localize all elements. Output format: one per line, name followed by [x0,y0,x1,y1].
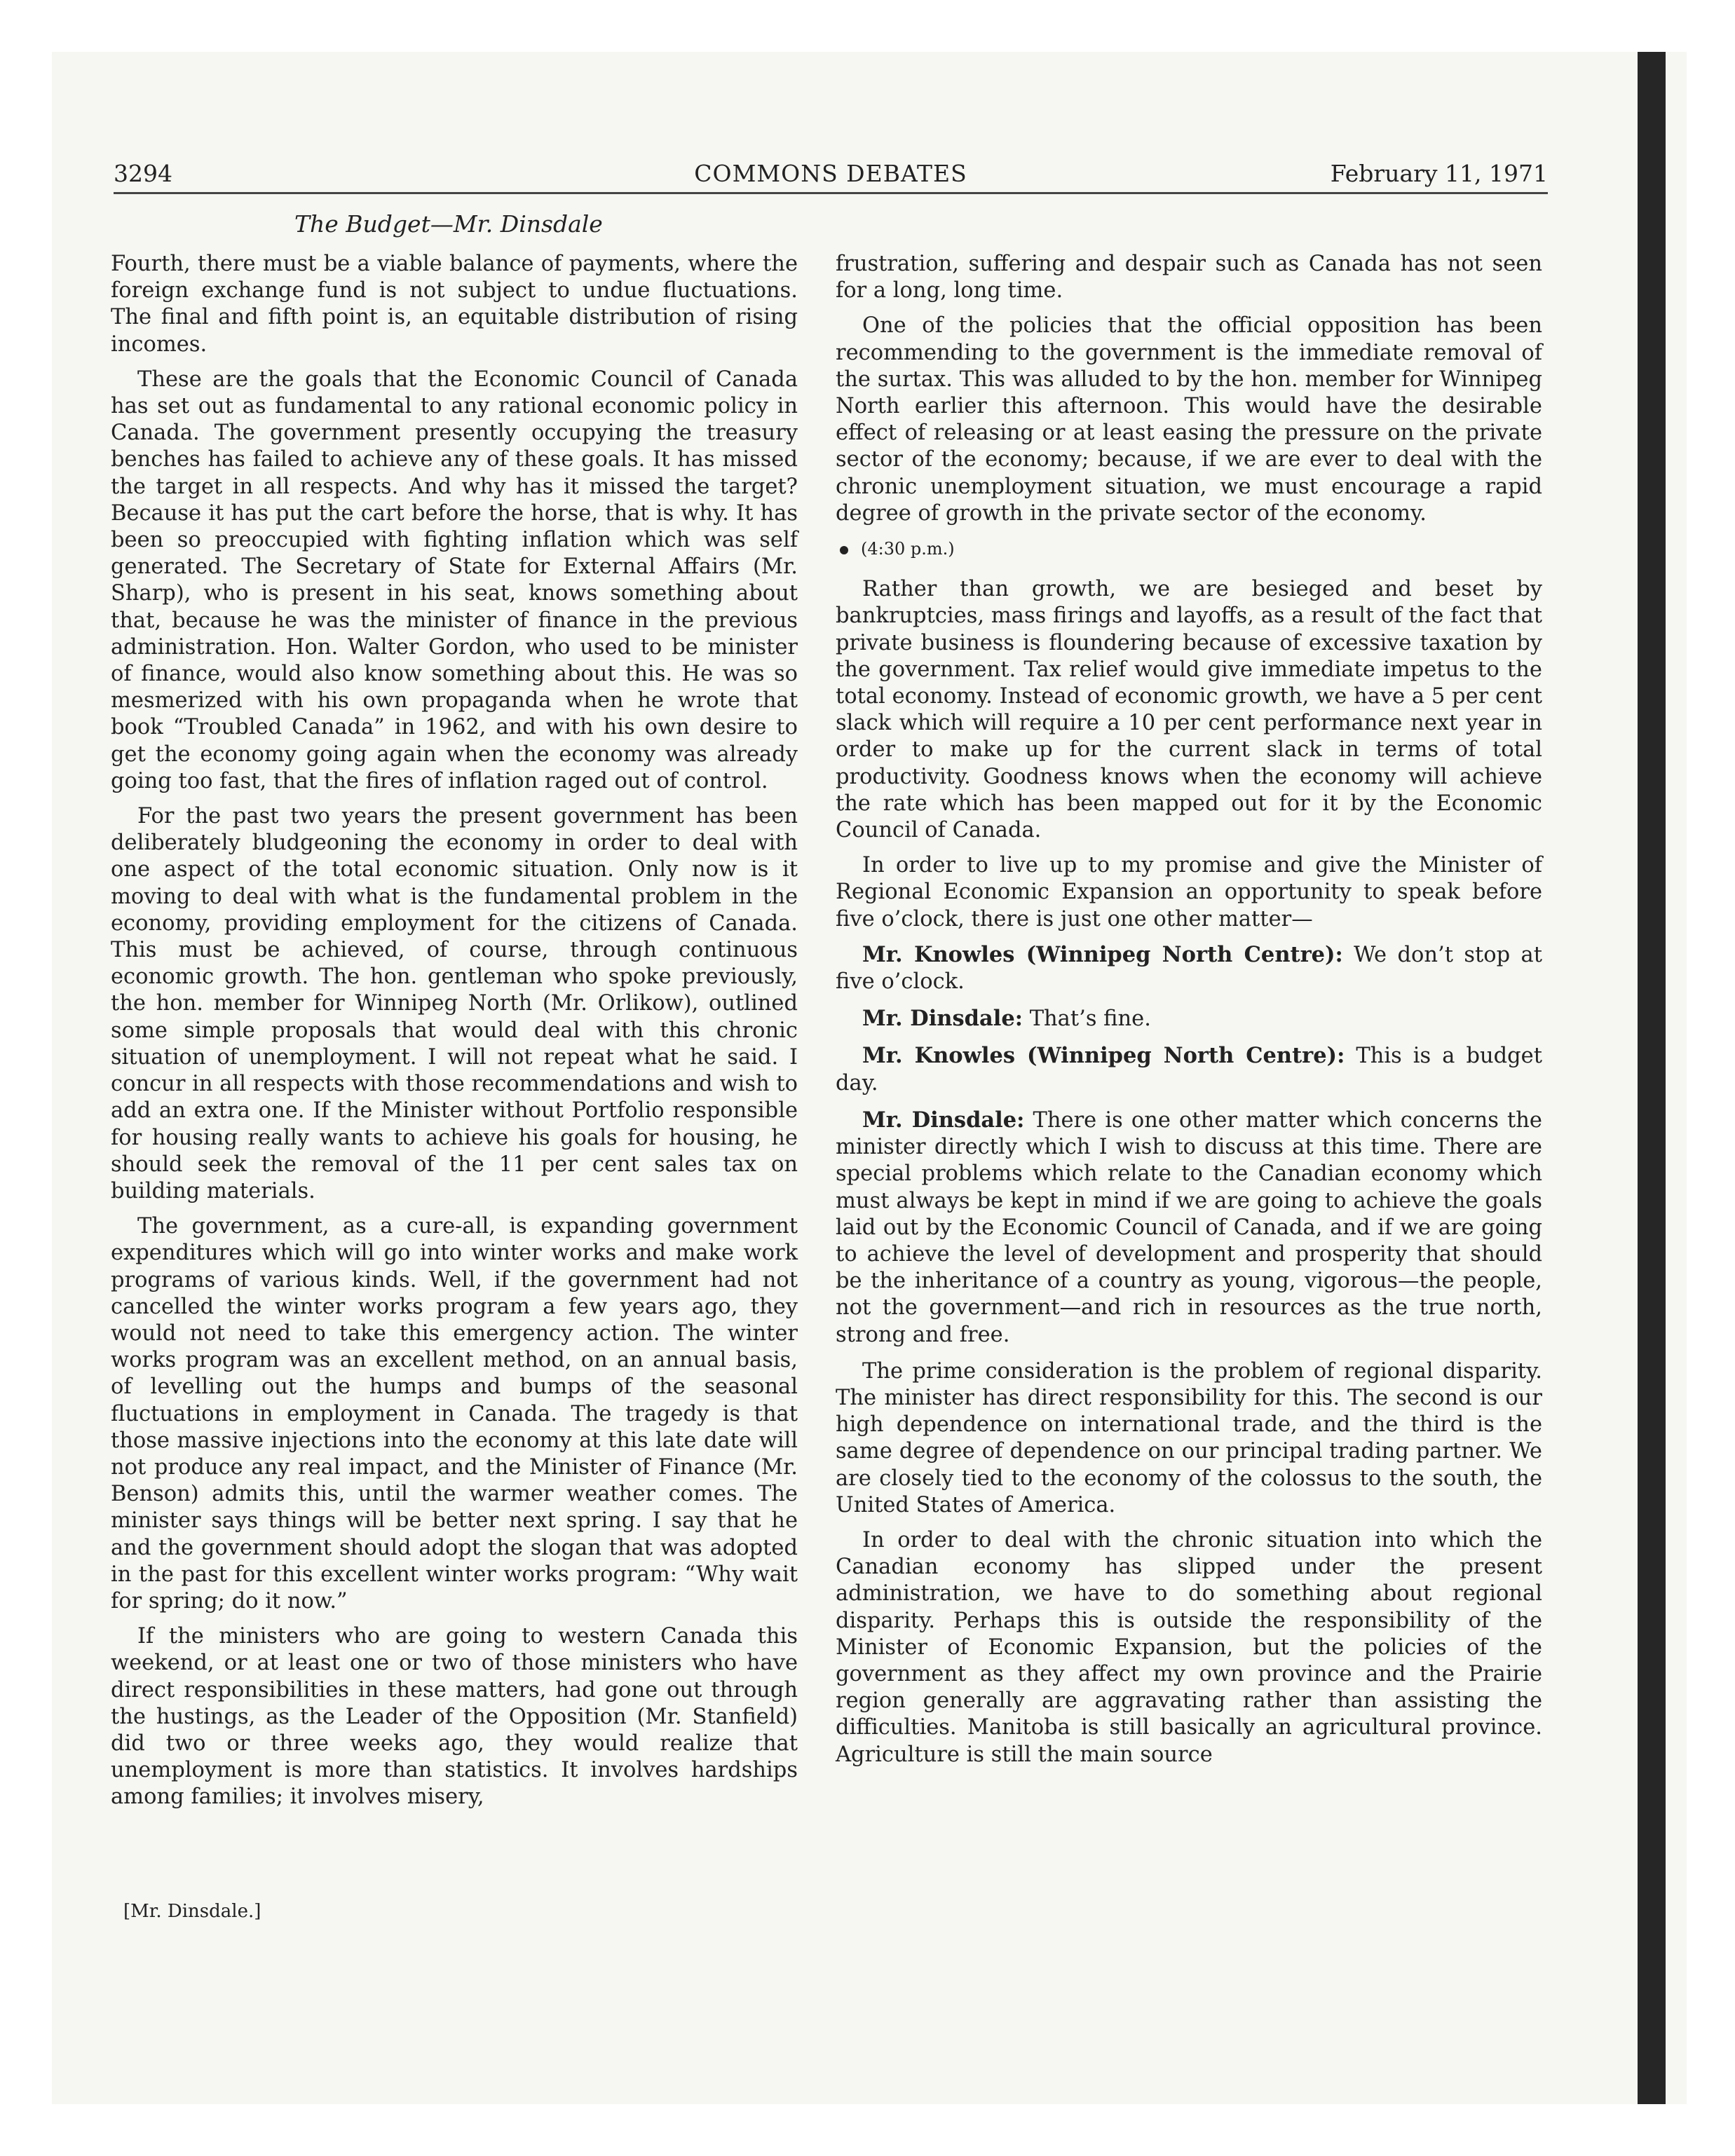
paragraph: frustration, suffering and despair such as Canada has not seen for a long, long time. [836,252,1542,303]
time-marker-text: (4:30 p.m.) [861,539,955,559]
speech-text: That’s fine. [1023,1007,1151,1032]
paragraph: If the ministers who are going to western Canada this weekend, or at least one or two of those ministers who have direct responsibilities in these matters, had gone out through the hustings, as the Leader of the Opposition (Mr. Stanfield) did two or three weeks ago, they would realize that unemployment is more than statistics. It involves hardships among families; it involves misery, [111,1624,798,1810]
page-number: 3294 [114,160,172,187]
paragraph: Fourth, there must be a viable balance of payments, where the foreign exchange fund is not subject to undue fluctuations. The final and fifth point is, an equitable distribution of rising incomes. [111,252,798,357]
journal-title: COMMONS DEBATES [694,160,967,187]
paragraph: In order to deal with the chronic situation into which the Canadian economy has slipped under the present administration, we have to do something about regional disparity. Perhaps this is outside the responsibility of the Minister of Economic Expansion, but the policies of the government as they affect my own province and the Prairie region generally are aggravating rather than assisting the difficulties. Manitoba is still basically an agricultural province. Agriculture is still the main source [836,1527,1542,1767]
speaker-name: Mr. Knowles (Winnipeg North Centre): [862,941,1343,967]
paragraph: These are the goals that the Economic Council of Canada has set out as fundamental to any rational economic policy in Canada. The government presently occupying the treasury benches has failed to achieve any of these goals. It has missed the target in all respects. And why has it missed the target? Because it has put the cart before the horse, that is why. It has been so preoccupied with fighting inflation which was self generated. The Secretary of State for External Affairs (Mr. Sharp), who is present in his seat, knows something about that, because he was the minister of finance in the previous administration. Hon. Walter Gordon, who used to be minister of finance, would also know something about this. He was so mesmerized with his own propaganda when he wrote that book “Troubled Canada” in 1962, and with his own desire to get the economy going again when the economy was already going too fast, that the fires of inflation raged out of control. [111,367,798,793]
speech-text: We don’t stop at five o’clock. [836,942,1542,995]
bullet-icon [840,546,848,554]
left-column [111,251,798,1820]
paragraph: Rather than growth, we are besieged and beset by bankruptcies, mass firings and layoffs, as a result of the fact that private business is floundering because of excessive taxation by the government. Tax relief would give immediate impetus to the total economy. Instead of economic growth, we have a 5 per cent slack which will require a 10 per cent performance next year in order to make up for the current slack in terms of total productivity. Goodness knows when the economy will achieve the rate which has been mapped out for it by the Economic Council of Canada. [836,577,1542,843]
binding-edge [1638,52,1666,2104]
speaker-footnote: [Mr. Dinsdale.] [123,1901,261,1922]
speaker-name: Mr. Dinsdale: [862,1006,1023,1032]
speaker-name: Mr. Knowles (Winnipeg North Centre): [862,1043,1345,1069]
speech-text: There is one other matter which concerns the minister directly which I wish to discuss at this time. There are special problems which relate to the Canadian economy which must always be kept in mind if we are going to achieve the goals laid out by the Economic Council of Canada, and if we are going to achieve the level of development and prosperity that should be the inheritance of a country as young, vigorous—the people, not the government—and rich in resources as the true north, strong and free. [836,1107,1542,1347]
speech-entry [836,1042,1542,1096]
speech-entry [836,1005,1542,1032]
speech-entry [836,941,1542,995]
speech-text: This is a budget day. [836,1044,1542,1096]
time-marker [840,535,1542,562]
page-header [114,157,1548,194]
paragraph: The prime consideration is the problem of regional disparity. The minister has direct responsibility for this. The second is our high dependence on international trade, and the third is the same degree of dependence on our principal trading partner. We are closely tied to the economy of the colossus to the south, the United States of America. [836,1358,1542,1517]
paragraph: For the past two years the present government has been deliberately bludgeoning the economy in order to deal with one aspect of the total economic situation. Only now is it moving to deal with what is the fundamental problem in the economy, providing employment for the citizens of Canada. This must be achieved, of course, through continuous economic growth. The hon. gentleman who spoke previously, the hon. member for Winnipeg North (Mr. Orlikow), outlined some simple proposals that would deal with this chronic situation of unemployment. I will not repeat what he said. I concur in all respects with those recommendations and wish to add an extra one. If the Minister without Portfolio responsible for housing really wants to achieve his goals for housing, he should seek the removal of the 11 per cent sales tax on building materials. [111,804,798,1203]
paragraph: One of the policies that the official opposition has been recommending to the government is the immediate removal of the surtax. This was alluded to by the hon. member for Winnipeg North earlier this afternoon. This would have the desirable effect of releasing or at least easing the pressure on the private sector of the economy; because, if we are ever to deal with the chronic unemployment situation, we must encourage a rapid degree of growth in the private sector of the economy. [836,313,1542,526]
speaker-name: Mr. Dinsdale: [862,1107,1025,1133]
section-title: The Budget—Mr. Dinsdale [294,210,603,238]
paragraph: In order to live up to my promise and give the Minister of Regional Economic Expansion an opportunity to speak before five o’clock, there is just one other matter— [836,853,1542,932]
right-column [836,251,1542,1777]
header-date: February 11, 1971 [1330,160,1548,187]
paragraph: The government, as a cure-all, is expanding government expenditures which will go into winter works and make work programs of various kinds. Well, if the government had not cancelled the winter works program a few years ago, they would not need to take this emergency action. The winter works program was an excellent method, on an annual basis, of levelling out the humps and bumps of the seasonal fluctuations in employment in Canada. The tragedy is that those massive injections into the economy at this late date will not produce any real impact, and the Minister of Finance (Mr. Benson) admits this, until the warmer weather comes. The minister says things will be better next spring. I say that he and the government should adopt the slogan that was adopted in the past for this excellent winter works program: “Why wait for spring; do it now.” [111,1214,798,1613]
speech-entry [836,1107,1542,1349]
